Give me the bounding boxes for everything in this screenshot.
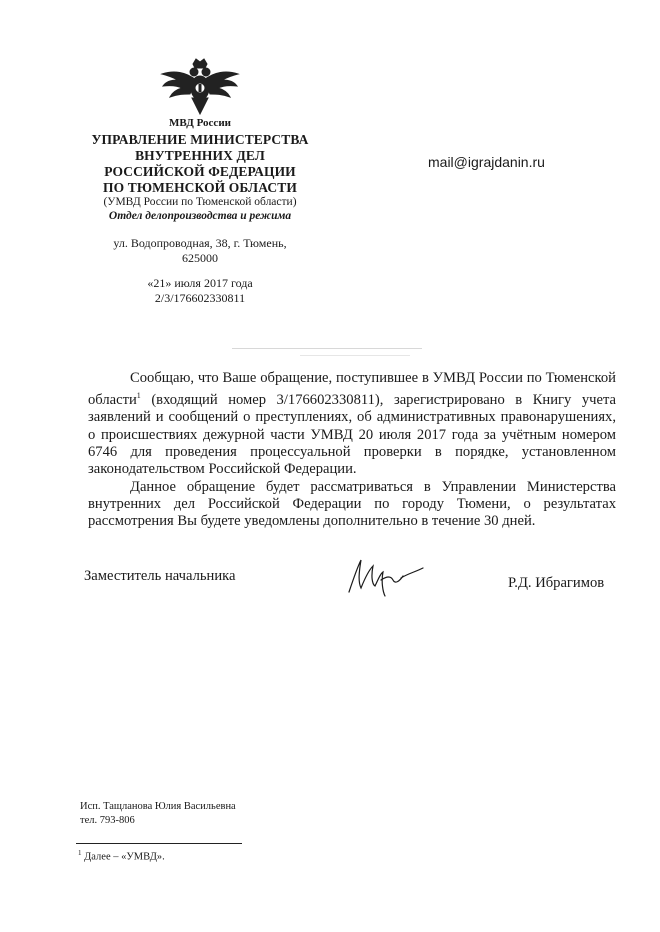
org-name-block [60,132,340,196]
body-paragraph-2: Данное обращение будет рассматриваться в Управлении Министерства внутренних дел Российской Федерации по городу Тюмени, о результатах рассмотрения Вы будете уведомлены дополнительно в течение 30 дней. [88,478,616,530]
handwritten-signature-icon [345,552,425,598]
footnote-marker: 1 [78,849,82,857]
executor-phone: тел. 793-806 [80,815,135,826]
org-name-line: ПО ТЮМЕНСКОЙ ОБЛАСТИ [103,180,297,195]
letter-date: «21» июля 2017 года [147,276,253,290]
footnote [78,849,165,863]
signer-position: Заместитель начальника [84,568,236,584]
org-name-line: УПРАВЛЕНИЕ МИНИСТЕРСТВА [91,132,309,147]
org-abbreviation: (УМВД России по Тюменской области) [103,196,297,208]
date-number-block [60,276,340,306]
executor-block [80,800,236,828]
footnote-text: Далее – «УМВД». [81,851,165,863]
scan-artifact [232,348,422,349]
address-block [60,236,340,266]
signer-name: Р.Д. Ибрагимов [508,575,605,591]
department-name: Отдел делопроизводства и режима [108,210,292,222]
letter-reg-number: 2/3/176602330811 [154,291,246,305]
executor-name: Исп. Тащланова Юлия Васильевна [80,801,236,812]
org-name-line: ВНУТРЕННИХ ДЕЛ [135,148,265,163]
footnote-divider [76,843,242,844]
eagle-emblem-icon [160,58,240,122]
body-paragraph-1 [88,370,616,479]
org-name-line: РОССИЙСКОЙ ФЕДЕРАЦИИ [104,164,296,179]
address-postcode: 625000 [182,251,218,265]
scan-artifact [300,355,410,356]
ministry-short-label: МВД России [168,117,231,129]
recipient-email: mail@igrajdanin.ru [428,154,545,170]
footnote-reference: 1 [136,391,141,401]
body-p1-text-cont: (входящий номер 3/176602330811), зарегистрировано в Книгу учета заявлений и сообщений о преступлениях, об административных правонарушениях, о происшествиях дежурной части УМВД 20 июля 2017 года за учётным номером 6746 для проведения процессуальной проверки в порядке, установленном законодательством Российской Федерации. [88,392,616,478]
letter-body [88,370,616,531]
address-line: ул. Водопроводная, 38, г. Тюмень, [113,236,287,250]
body-p1-text: Сообщаю, что Ваше обращение, поступившее в УМВД России по Тюменской области [88,370,616,409]
